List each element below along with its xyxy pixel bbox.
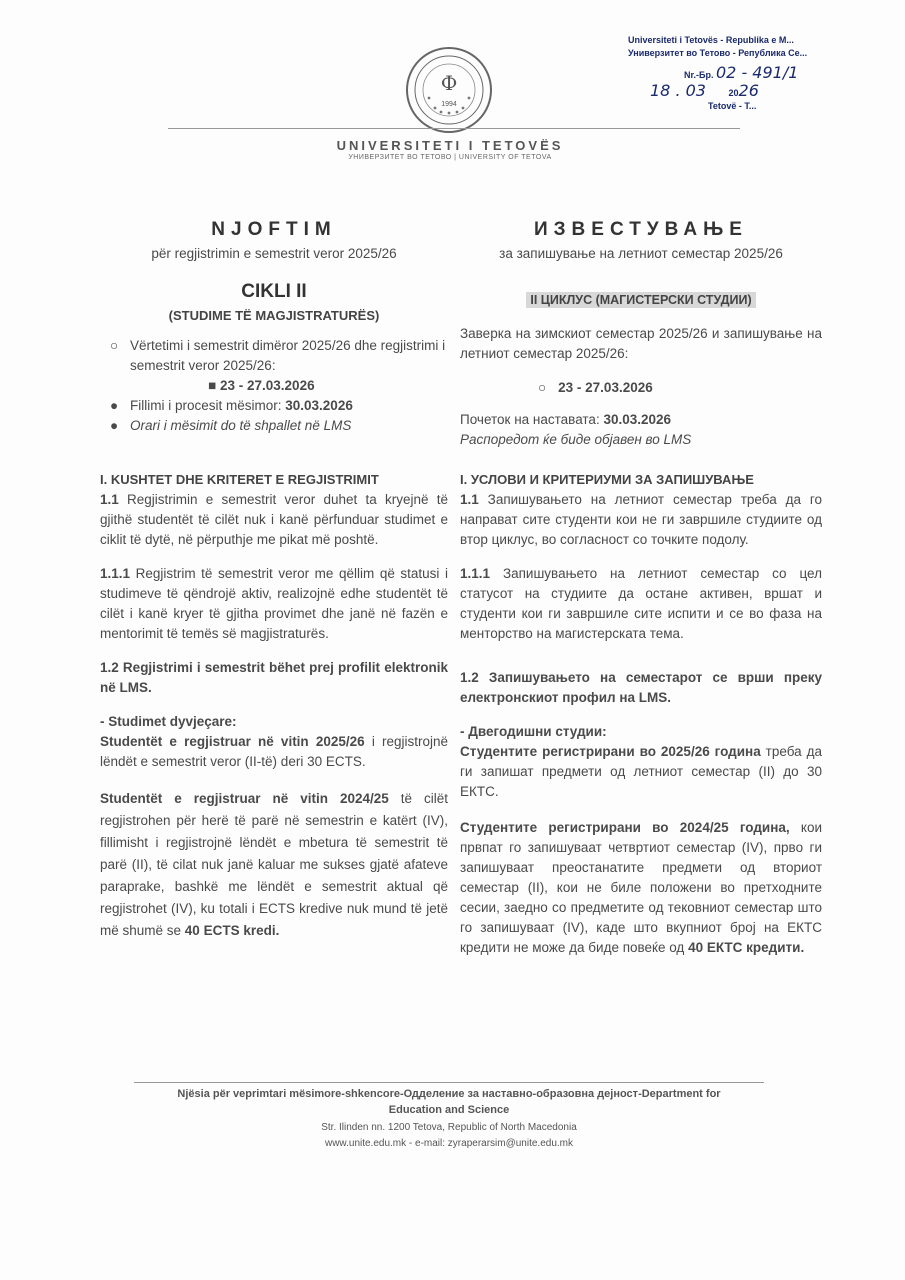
left-para-1-2: 1.2 Regjistrimi i semestrit bëhet prej profilit elektronik në LMS. <box>100 660 448 695</box>
left-bullet-1: ○ Vërtetimi i semestrit dimëror 2025/26 dhe regjistrimi i semestrit veror 2025/26: <box>110 338 446 373</box>
left-cycle-sub: (STUDIME TË MAGJISTRATURËS) <box>168 308 380 323</box>
header-divider <box>168 128 740 129</box>
left-para-1-1: 1.1 Regjistrimin e semestrit veror duhet ta kryejnë të gjithë studentët të cilët nuk i kanë përfunduar studimet e ciklit të dytë, në përputhje me pikat më poshtë. <box>100 492 448 547</box>
footer-contact: www.unite.edu.mk - e-mail: zyraperarsim@unite.edu.mk <box>324 1138 573 1149</box>
stamp-line-2: Универзитет во Тетово - Република Се... <box>628 48 808 58</box>
stamp-year-suffix: 26 <box>738 81 759 100</box>
right-schedule: Распоредот ќе биде објавен во LMS <box>460 432 692 447</box>
registration-stamp <box>628 34 828 113</box>
left-bullet-3: ● Orari i mësimit do të shpallet në LMS <box>100 416 448 436</box>
stamp-date-value: 18 . 03 <box>650 81 706 100</box>
stamp-number-row <box>628 63 828 82</box>
left-dates: ■ 23 - 27.03.2026 <box>100 376 448 396</box>
right-cycle: II ЦИКЛУС (МАГИСТЕРСКИ СТУДИИ) <box>526 292 755 308</box>
stamp-city: Tetovë - Т... <box>708 101 757 111</box>
left-bullet-2: ● Fillimi i procesit mësimor: 30.03.2026 <box>100 396 448 416</box>
right-dates: ○ 23 - 27.03.2026 <box>538 380 653 395</box>
left-bullets <box>100 336 448 436</box>
right-title: ИЗВЕСТУВАЊЕ <box>534 219 748 240</box>
footer-divider <box>134 1082 764 1083</box>
circle-bullet-icon: ○ <box>538 380 547 395</box>
right-column <box>460 220 822 450</box>
left-subtitle: për regjistrimin e semestrit veror 2025/26 <box>151 246 397 261</box>
right-two-year: - Двегодишни студии: <box>460 724 607 739</box>
footer-line-1: Njësia për veprimtari mësimore-shkencore-Одделение за наставно-образовна дејност-Department for <box>177 1088 721 1100</box>
right-para-2025: Студентите регистрирани во 2025/26 година треба да ги запишат предмети од летниот семестар (II) до 30 ЕКТС. <box>460 744 822 799</box>
right-section-1: I. УСЛОВИ И КРИТЕРИУМИ ЗА ЗАПИШУВАЊЕ <box>460 472 754 487</box>
left-para-2024: Studentët e regjistruar në vitin 2024/25 të cilët regjistrohen për herë të parë në semestrin e katërt (IV), fillimisht i regjistrojnë lëndët e mbetura të semestrit të parë (II), të cilat nuk janë kaluar me sukses gjatë afateve paraprake, bashkë me lëndët e semestrit aktual që regjistrohet (IV), ku totali i ECTS kredive nuk mund të jetë më shumë se 40 ECTS kredi. <box>100 791 448 938</box>
university-seal-logo <box>405 46 493 134</box>
university-name: UNIVERSITETI I TETOVËS <box>336 138 564 153</box>
left-para-2025: Studentët e regjistruar në vitin 2025/26 i regjistrojnë lëndët e semestrit veror (II-të) deri 30 ECTS. <box>100 734 449 769</box>
stamp-year-prefix: 20 <box>728 88 739 98</box>
left-title: NJOFTIM <box>211 219 337 240</box>
right-start: Почеток на наставата: 30.03.2026 <box>460 412 672 427</box>
stamp-date-row <box>628 81 828 100</box>
circle-bullet-icon: ○ <box>110 338 119 353</box>
right-body <box>460 470 822 958</box>
square-bullet-icon: ■ <box>208 378 217 393</box>
left-cycle: CIKLI II <box>241 281 307 302</box>
stamp-line-1: Universiteti i Tetovës - Republika e M... <box>628 35 794 45</box>
left-two-year: - Studimet dyvjeçare: <box>100 714 237 729</box>
right-subtitle: за запишување на летниот семестар 2025/26 <box>499 246 783 261</box>
svg-text:Ф: Ф <box>440 71 458 95</box>
logo-year: 1994 <box>441 101 457 108</box>
stamp-nr-label: Nr.-Бр. <box>684 70 714 80</box>
left-body <box>100 470 448 942</box>
right-para-2024: Студентите регистрирани во 2024/25 година, кои првпат го запишуваат четвртиот семестар (IV), прво ги запишуваат преостанатите предмети од вториот семестар (II), кои не биле положени во претходните сесии, заедно со предметите од тековниот семестар што го запишуваат (IV), каде што вкупниот број на ЕКТС кредити не може да биде повеќе од 40 ЕКТС кредити. <box>460 820 822 955</box>
dot-bullet-icon: ● <box>110 418 119 433</box>
footer-address: Str. Ilinden nn. 1200 Tetova, Republic of North Macedonia <box>321 1122 577 1133</box>
footer-line-2: Education and Science <box>388 1104 510 1116</box>
right-para-1-2: 1.2 Запишувањето на семестарот се врши преку електронскиот профил на LMS. <box>460 670 822 705</box>
right-para-1-1-1: 1.1.1 Запишувањето на летниот семестар со цел статусот на студиите да остане активен, вршат и студенти кои ги завршиле сите испити и се во фаза на менторство на магистерската тема. <box>460 566 822 641</box>
right-intro: Заверка на зимскиот семестар 2025/26 и запишување на летниот семестар 2025/26: <box>460 326 822 361</box>
university-subname: УНИВЕРЗИТЕТ ВО ТЕТОВО | UNIVERSITY OF TETOVA <box>348 154 552 161</box>
right-para-1-1: 1.1 Запишувањето на летниот семестар треба да го направат сите студенти кои не ги завршиле студиите од втор циклус, во согласност со точките подолу. <box>460 492 822 547</box>
left-section-1: I. KUSHTET DHE KRITERET E REGJISTRIMIT <box>100 472 379 487</box>
dot-bullet-icon: ● <box>110 398 119 413</box>
left-column <box>100 220 448 436</box>
stamp-nr-value: 02 - 491/1 <box>716 63 799 82</box>
left-para-1-1-1: 1.1.1 Regjistrim të semestrit veror me qëllim që statusi i studimeve të qëndrojë aktiv, realizojnë edhe studentët të cilët i kanë kryer të gjitha provimet dhe janë në fazën e mentorimit të temës së magjistraturës. <box>100 566 448 641</box>
